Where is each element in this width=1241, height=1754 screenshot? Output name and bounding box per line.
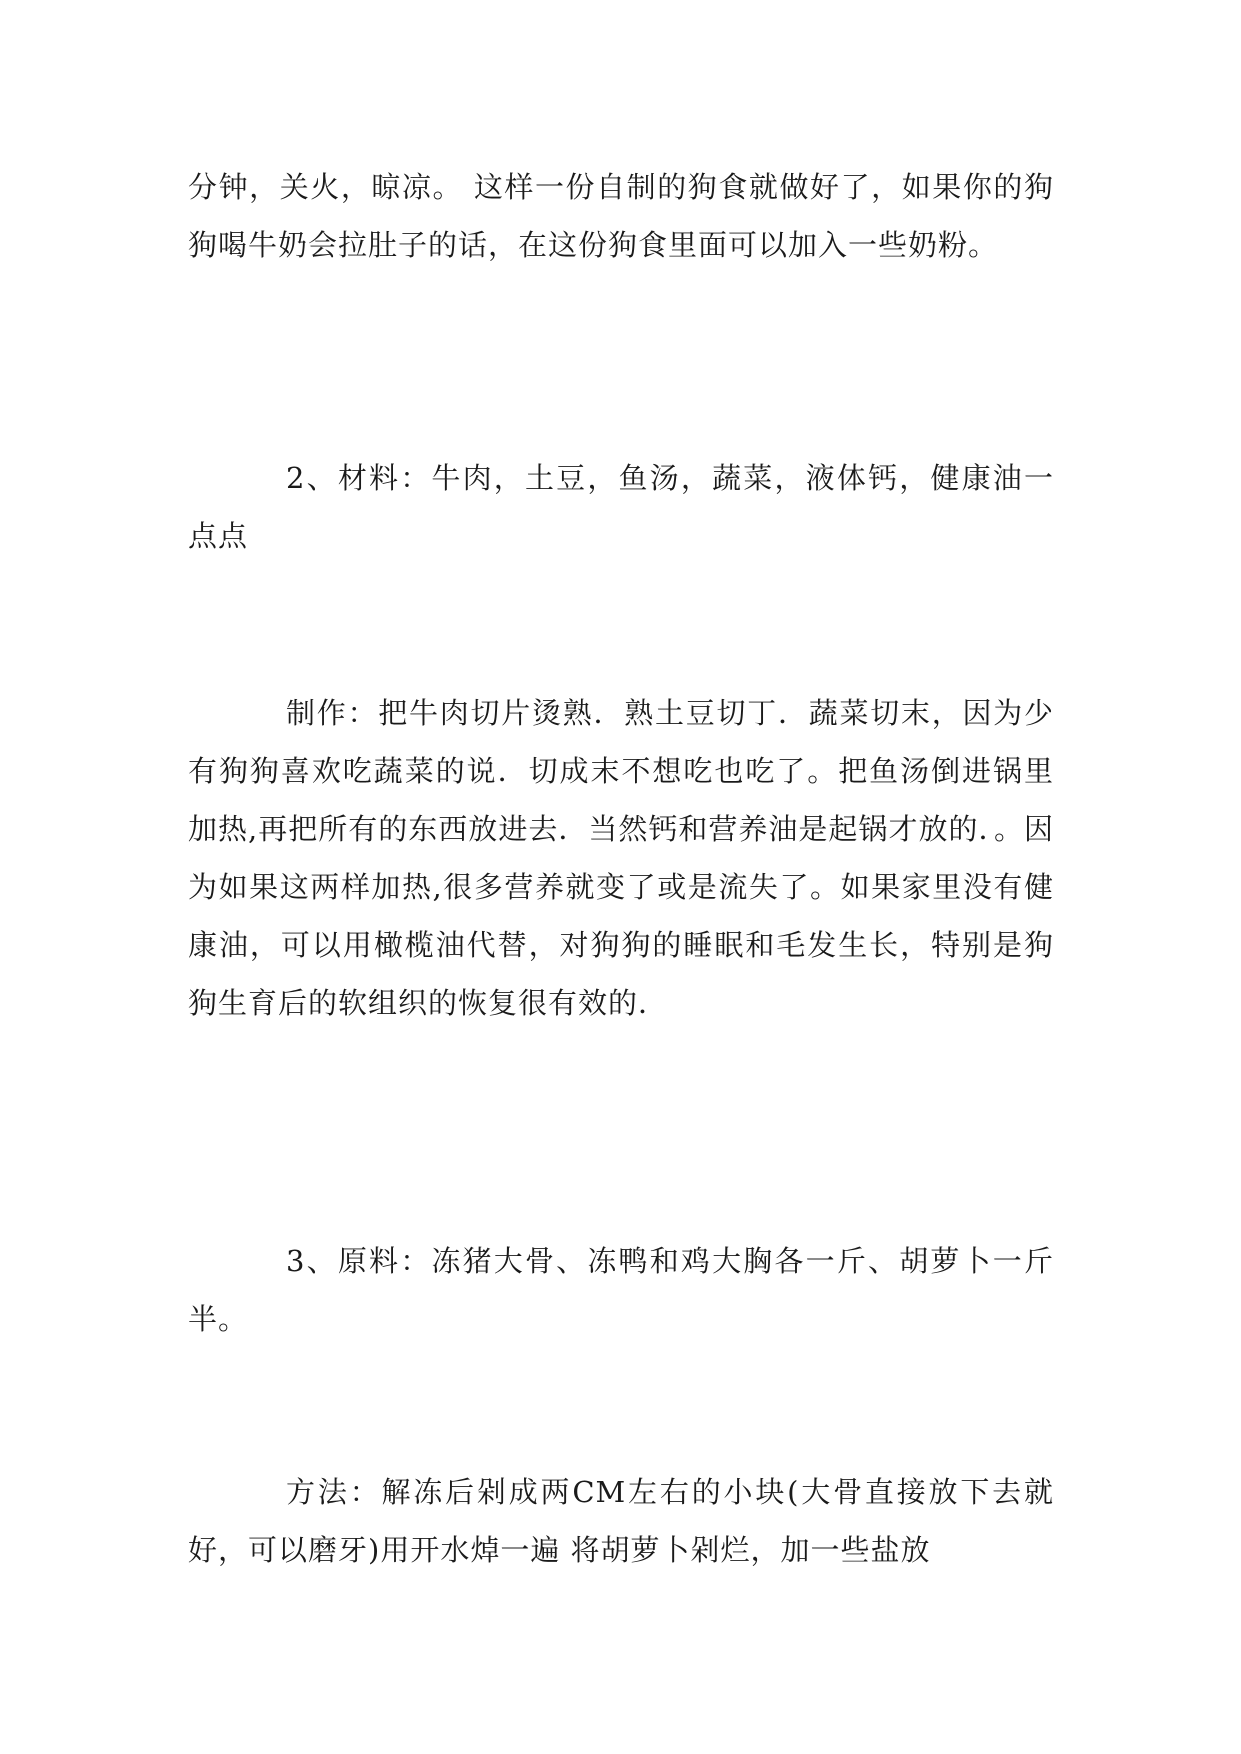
paragraph-recipe-3-ingredients: 3、原料：冻猪大骨、冻鸭和鸡大胸各一斤、胡萝卜一斤半。 bbox=[188, 1244, 1054, 1336]
paragraph-continued-recipe-1: 分钟，关火，晾凉。 这样一份自制的狗食就做好了，如果你的狗狗喝牛奶会拉肚子的话，在这份狗食里面可以加入一些奶粉。 bbox=[188, 170, 1054, 262]
paragraph-recipe-2-ingredients: 2、材料：牛肉，土豆，鱼汤，蔬菜，液体钙，健康油一点点 bbox=[188, 461, 1054, 553]
paragraph-recipe-3-method: 方法：解冻后剁成两CM左右的小块(大骨直接放下去就好，可以磨牙)用开水焯一遍 将胡萝卜剁烂，加一些盐放 bbox=[188, 1475, 1054, 1567]
paragraph-recipe-2-method: 制作：把牛肉切片烫熟．熟土豆切丁．蔬菜切末，因为少有狗狗喜欢吃蔬菜的说．切成末不想吃也吃了。把鱼汤倒进锅里加热,再把所有的东西放进去．当然钙和营养油是起锅才放的．。因为如果这两样加热,很多营养就变了或是流失了。如果家里没有健康油，可以用橄榄油代替，对狗狗的睡眠和毛发生长，特别是狗狗生育后的软组织的恢复很有效的． bbox=[188, 696, 1054, 1020]
